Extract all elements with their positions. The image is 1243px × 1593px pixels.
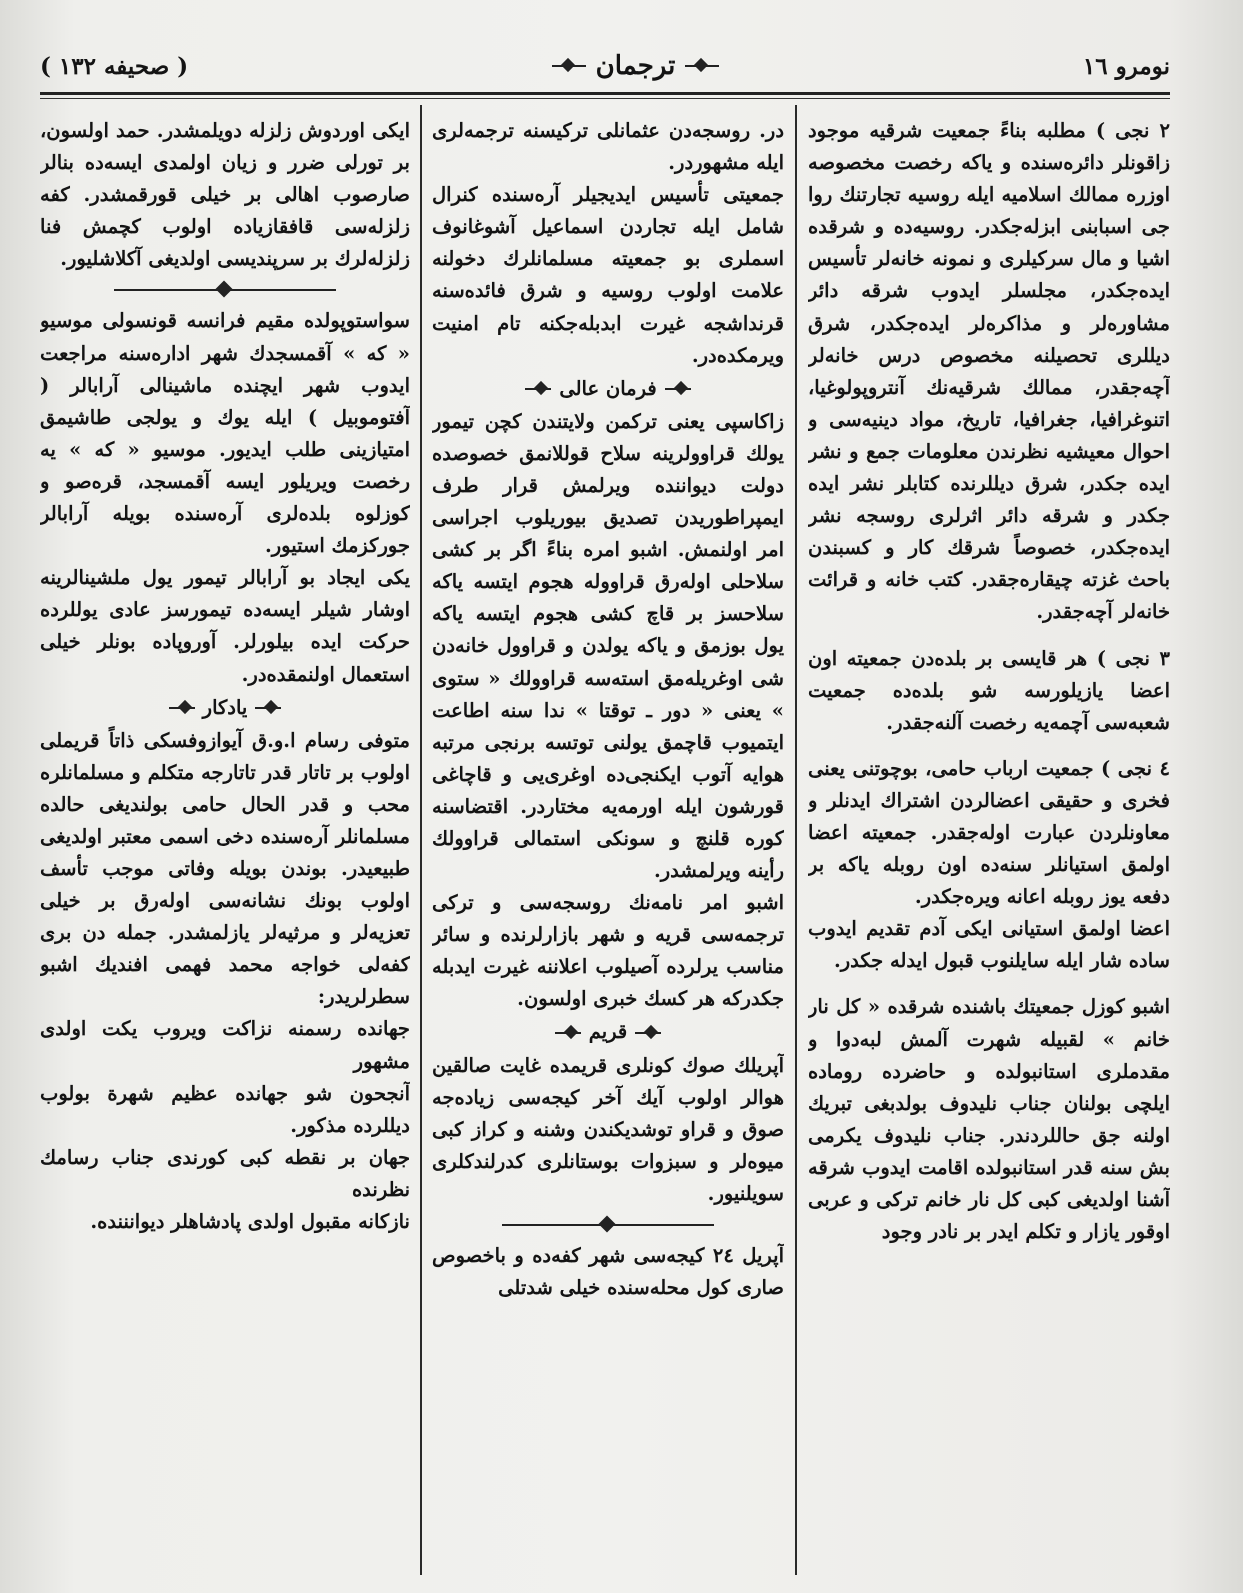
column-divider-left [420, 105, 422, 1575]
article-paragraph: ٣ نجى ) هر قايسى بر بلده‌دن جمعيته اون اعضا يازيلورسه شو بلده‌ده جمعيت شعبه‌سى آچمه‌يه رخصت آلنه‌جقدر. [808, 646, 1170, 734]
header-rule [40, 92, 1170, 95]
ornament-icon [525, 382, 551, 396]
section-heading-memorial [40, 691, 410, 725]
section-heading-crimea [432, 1016, 784, 1050]
column-middle [432, 115, 784, 1575]
section-separator [40, 275, 410, 305]
column-left [40, 115, 410, 1575]
verse-line: جهانده رسمنه نزاكت ويروب يكت اولدى مشهور [40, 1017, 410, 1073]
section-heading-firman [432, 372, 784, 406]
verse-line: نازكانه مقبول اولدى پادشاهلر ديوانننده. [90, 1210, 410, 1233]
article-paragraph: ٢ نجى ) مطلبه بناءً جمعيت شرقيه موجود زاقونلر دائره‌سنده و ياكه رخصت مخصوصه اوزره ممالك اسلاميه ايله روسيه تجارتنك روا جى اسبابنى ابزله‌جكدر. روسيه‌ده و شرقده اشيا و مال سركيلرى و نمونه خانه‌لر تأسيس ايده‌جكدر، مجلسلر ايدوب شرقه دائر مشاوره‌لر و مذاكره‌لر ايده‌جكدر، شرق ديللرى تحصيلنه مخصوص درس خانه‌لر آچه‌جقدر، ممالك شرقيه‌نك آنتروپولوغيا، اتنوغرافيا، جغرافيا، تاريخ، مواد دينيه‌سى و احوال معيشيه نظرندن معلومات جمع و نشر ايده جكدر، شرق ديللرنده كتابلر نشر ايده جكدر و شرقه دائر اثرلرى روسجه نشر ايده‌جكدر، خصوصاً شرقك كار و كسبندن باحث غزته چيقاره‌جقدر. كتب خانه و قرائت خانه‌لر آچه‌جقدر. [808, 119, 1170, 624]
ornament-icon [635, 1026, 661, 1040]
article-paragraph: سواستوپولده مقيم فرانسه قونسولى موسيو « كه » آقمسجدك شهر اداره‌سنه مراجعت ايدوب شهر ايچنده ماشينالى آرابالر ( آفتوموبيل ) ايله يوك و يولجى طاشيمق امتيازينى طلب ايديور. موسيو « كه » يه رخصت ويريلور ايسه آقمسجد، قره‌صو و كوزلوه بلده‌لرى آره‌سنده بويله آرابالر جوركزمك استيور. [40, 309, 410, 558]
article-paragraph: اشبو امر نامه‌نك روسجه‌سى و تركى ترجمه‌سى قريه و شهر بازارلرنده و سائر مناسب يرلرده آصيلوب اعلاننه غيرت ايدبله جكدركه هر كسك خبرى اولسون. [432, 891, 784, 1011]
masthead [552, 51, 720, 81]
article-paragraph: زاكاسپى يعنى تركمن ولايتندن كچن تيمور يولك قراوولرينه سلاح قوللانمق خصوصده دولت ديواننده ويرلمش قرار طرف ايمپراطوريدن تصديق بيوريلوب اجراسى امر اولنمش. اشبو امره بناءً اگر بر كشى سلاحلى اوله‌رق قراووله هجوم ايتسه ياكه سلاحسز بر قاچ كشى هجوم ايتسه ياكه يول بوزمق و ياكه يولدن و قراوول خانه‌دن شى اوغريله‌مق استه‌سه قراوولك « ستوى » يعنى « دور ـ توقتا » ندا سنه اطاعت ايتميوب قاچمق يولنى توتسه برنجى مرتبه هوايه آتوب ايكنجى‌ده اوغرى‌يى و قاچاغى قورشون ايله اورمه‌يه مختاردر. اقتضاسنه كوره قلنچ و سونكى استمالى قراوولك رأينه ويرلمشدر. [432, 409, 784, 883]
article-paragraph: ٤ نجى ) جمعيت ارباب حامى، بوچوتنى يعنى فخرى و حقيقى اعضالردن اشتراك ايدنلر و معاونلردن عبارت اوله‌جقدر. جمعيته اعضا اولمق استيانلر سنه‌ده اون روبله ياكه بر دفعه يوز روبله اعانه ويره‌جكدر. [808, 756, 1170, 909]
ornament-left-icon [552, 59, 586, 73]
verse-line: جهان بر نقطه كبى كورندى جناب رسامك نظرنده [40, 1145, 410, 1201]
article-paragraph: آپريلك صوك كونلرى قريمده غايت صالقين هوالر اولوب آيك آخر كيجه‌سى زياده‌جه صوق و قراو توشديكندن وشنه و كراز كبى ميوه‌لر و سبزوات بوستانلرى كدرلندكلرى سويلنيور. [432, 1053, 784, 1205]
article-paragraph: ايكى اوردوش زلزله دويلمشدر. حمد اولسون، بر تورلى ضرر و زيان اولمدى ايسه‌ده بنالر صارصوب اهالى بر خيلى قورقمشدر. كفه زلزله‌سى قافقازياده اولوب كچمش فنا زلزله‌لرك بر سرپنديسى اولديغى آكلاشليور. [40, 119, 410, 271]
ornament-icon [555, 1026, 581, 1040]
article-paragraph: آپريل ٢٤ كيجه‌سى شهر كفه‌ده و باخصوص صارى كول محله‌سنده خيلى شدتلى [432, 1244, 784, 1300]
section-title: قريم [588, 1020, 628, 1044]
page-number: ( صحيفه ١٣٢ ) [40, 52, 189, 80]
column-divider-right [795, 105, 797, 1575]
article-paragraph: در. روسجه‌دن عثمانلى تركيسنه ترجمه‌لرى ايله مشهوردر. [432, 119, 784, 175]
section-title: فرمان عالى [559, 376, 657, 400]
section-separator [432, 1210, 784, 1240]
article-paragraph: اعضا اولمق استيانى ايكى آدم تقديم ايدوب ساده شار ايله سايلنوب قبول ايدله جكدر. [808, 917, 1170, 973]
header-rule-thin [40, 98, 1170, 99]
ornament-right-icon [685, 59, 719, 73]
ornament-icon [255, 701, 281, 715]
article-paragraph: اشبو كوزل جمعيتك باشنده شرقده « كل نار خانم » لقبيله شهرت آلمش لبه‌دوا و مقدملرى استانبولده و حاضرده روماده ايلچى بولنان جناب نليدوف بولدبغى تبريك اولنه جق حاللردندر. جناب نليدوف يكرمى بش سنه قدر استانبولده اقامت ايدوب شرقه آشنا اولديغى كبى كل نار خانم تركى و عربى اوقور يازار و تكلم ايدر بر نادر وجود [808, 995, 1170, 1244]
ornament-icon [665, 382, 691, 396]
newspaper-title: ترجمان [595, 51, 676, 81]
issue-number: نومرو ١٦ [1082, 52, 1170, 80]
article-paragraph: يكى ايجاد بو آرابالر تيمور يول ملشينالرينه اوشار شيلر ايسه‌ده تيمورسز عادى يوللرده حركت ايده بيلورلر. آوروپاده بونلر خيلى استعمال اولنمقده‌در. [40, 566, 410, 686]
article-paragraph: متوفى رسام ا.و.ق آيوازوفسكى ذاتاً قريملى اولوب بر تاتار قدر تاتارجه متكلم و مسلمانلره محب و قدر الحال حامى بولنديغى حالده مسلمانلر آره‌سنده دخى اسمى معتبر اولديغى طبيعيدر. بوندن بويله وفاتى موجب تأسف اولوب بونك نشانه‌سى اوله‌رق بر خيلى تعزيه‌لر و مرثيه‌لر يازلمشدر. جمله دن برى كفه‌لى خواجه محمد فهمى افنديك اشبو سطرلريدر: [40, 728, 410, 1009]
ornament-icon [169, 701, 195, 715]
verse-line: آنجحون شو جهانده عظيم شهرة بولوب ديللرده مذكور. [40, 1081, 410, 1137]
column-right [808, 115, 1170, 1575]
article-paragraph: جمعيتى تأسيس ايديجيلر آره‌سنده كنرال شامل ايله تجاردن اسماعيل آشوغانوف اسملرى بو جمعيته مسلمانلرك دخولنه علامت اولوب روسيه و شرق فائده‌سنه قرنداشجه غيرت ابدبله‌جكنه تام امنيت ويرمكده‌در. [432, 183, 784, 367]
section-title: يادكار [202, 695, 248, 719]
page-header [40, 42, 1170, 90]
